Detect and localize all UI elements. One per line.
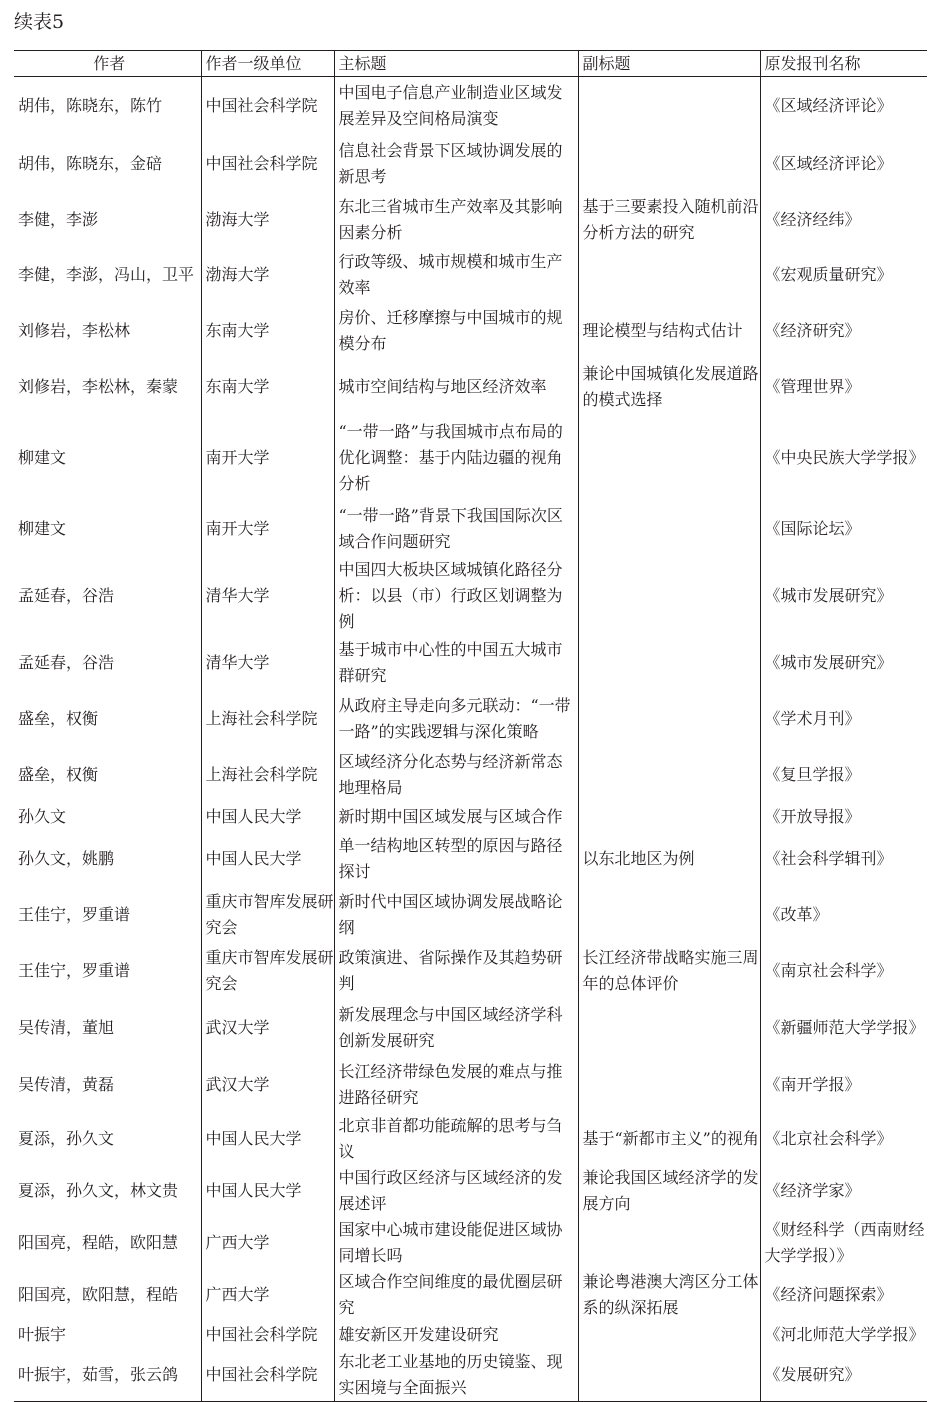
table-row: [14, 193, 927, 247]
cell-unit: 武汉大学: [201, 999, 334, 1057]
cell-unit: 清华大学: [201, 635, 334, 691]
cell-subtitle: 兼论中国城镇化发展道路的模式选择: [578, 359, 760, 415]
cell-unit: 渤海大学: [201, 247, 334, 303]
cell-unit: 清华大学: [201, 557, 334, 635]
cell-authors: 柳建文: [18, 518, 67, 538]
cell-subtitle: [578, 1217, 760, 1269]
cell-subtitle: [578, 635, 760, 691]
cell-subtitle: [578, 1057, 760, 1113]
cell-subtitle: [578, 1321, 760, 1349]
cell-unit: 中国社会科学院: [201, 135, 334, 193]
table-row: [14, 747, 927, 803]
header-subtitle: 副标题: [578, 51, 760, 77]
table-row: [14, 1269, 927, 1321]
cell-unit: 中国人民大学: [201, 1165, 334, 1217]
table-row: [14, 691, 927, 747]
table-row: [14, 943, 927, 999]
header-authors: 作者: [14, 51, 201, 77]
cell-title: 长江经济带绿色发展的难点与推进路径研究: [334, 1057, 578, 1113]
header-title: 主标题: [334, 51, 578, 77]
cell-title: “一带一路”与我国城市点布局的优化调整：基于内陆边疆的视角分析: [334, 415, 578, 501]
cell-subtitle: [578, 77, 760, 135]
cell-journal: 《经济研究》: [760, 303, 927, 359]
cell-journal: 《发展研究》: [760, 1349, 927, 1402]
cell-journal: 《开放导报》: [760, 803, 927, 831]
cell-authors: 李健，李澎，冯山，卫平: [18, 264, 195, 284]
cell-title: 从政府主导走向多元联动：“一带一路”的实践逻辑与深化策略: [334, 691, 578, 747]
table-row: [14, 999, 927, 1057]
cell-authors: 夏添，孙久文: [18, 1128, 115, 1148]
cell-journal: 《城市发展研究》: [760, 557, 927, 635]
cell-subtitle: [578, 557, 760, 635]
cell-authors: 盛垒，权衡: [18, 764, 99, 784]
table-row: [14, 77, 927, 135]
cell-unit: 广西大学: [201, 1269, 334, 1321]
cell-subtitle: [578, 747, 760, 803]
table-row: [14, 1349, 927, 1402]
cell-authors: 吴传清，董旭: [18, 1017, 115, 1037]
table-row: [14, 247, 927, 303]
table-row: [14, 1057, 927, 1113]
cell-authors: 李健，李澎: [18, 209, 99, 229]
cell-journal: 《南京社会科学》: [760, 943, 927, 999]
table-row: [14, 635, 927, 691]
cell-journal: 《新疆师范大学学报》: [760, 999, 927, 1057]
cell-unit: 东南大学: [201, 359, 334, 415]
table-body: [14, 77, 927, 1402]
cell-title: 行政等级、城市规模和城市生产效率: [334, 247, 578, 303]
cell-journal: 《学术月刊》: [760, 691, 927, 747]
cell-title: 信息社会背景下区域协调发展的新思考: [334, 135, 578, 193]
table-row: [14, 1165, 927, 1217]
table-row: [14, 303, 927, 359]
cell-subtitle: [578, 135, 760, 193]
cell-authors: 刘修岩，李松林: [18, 320, 131, 340]
cell-unit: 渤海大学: [201, 193, 334, 247]
header-unit: 作者一级单位: [201, 51, 334, 77]
cell-title: 基于城市中心性的中国五大城市群研究: [334, 635, 578, 691]
table-row: [14, 359, 927, 415]
cell-authors: 阳国亮，程皓，欧阳慧: [18, 1232, 179, 1252]
cell-journal: 《经济问题探索》: [760, 1269, 927, 1321]
cell-unit: 上海社会科学院: [201, 691, 334, 747]
cell-unit: 重庆市智库发展研究会: [201, 887, 334, 943]
table-caption: 续表5: [14, 11, 65, 33]
cell-unit: 东南大学: [201, 303, 334, 359]
cell-subtitle: [578, 501, 760, 557]
cell-unit: 中国社会科学院: [201, 1321, 334, 1349]
cell-unit: 中国社会科学院: [201, 1349, 334, 1402]
header-journal: 原发报刊名称: [760, 51, 927, 77]
cell-authors: 孙久文，姚鹏: [18, 848, 115, 868]
cell-authors: 孟延春，谷浩: [18, 652, 115, 672]
cell-title: “一带一路”背景下我国国际次区域合作问题研究: [334, 501, 578, 557]
cell-journal: 《改革》: [760, 887, 927, 943]
cell-authors: 盛垒，权衡: [18, 708, 99, 728]
cell-title: 区域合作空间维度的最优圈层研究: [334, 1269, 578, 1321]
table-row: [14, 557, 927, 635]
cell-authors: 王佳宁，罗重谱: [18, 960, 131, 980]
cell-unit: 武汉大学: [201, 1057, 334, 1113]
cell-unit: 重庆市智库发展研究会: [201, 943, 334, 999]
cell-title: 新发展理念与中国区域经济学科创新发展研究: [334, 999, 578, 1057]
cell-subtitle: [578, 247, 760, 303]
cell-subtitle: 理论模型与结构式估计: [578, 303, 760, 359]
cell-authors: 柳建文: [18, 447, 67, 467]
cell-authors: 孟延春，谷浩: [18, 585, 115, 605]
cell-authors: 叶振宇，茹雪，张云鸽: [14, 1349, 201, 1402]
table-row: [14, 887, 927, 943]
cell-title: 雄安新区开发建设研究: [334, 1321, 578, 1349]
cell-unit: 上海社会科学院: [201, 747, 334, 803]
cell-unit: 中国人民大学: [201, 831, 334, 887]
cell-title: 新时代中国区域协调发展战略论纲: [334, 887, 578, 943]
cell-unit: 中国人民大学: [201, 803, 334, 831]
cell-title: 政策演进、省际操作及其趋势研判: [334, 943, 578, 999]
cell-subtitle: [578, 887, 760, 943]
cell-title: 国家中心城市建设能促进区域协同增长吗: [334, 1217, 578, 1269]
table-row: [14, 1217, 927, 1269]
cell-journal: 《经济经纬》: [760, 193, 927, 247]
table-row: [14, 1321, 927, 1349]
cell-journal: 《复旦学报》: [760, 747, 927, 803]
cell-journal: 《南开学报》: [760, 1057, 927, 1113]
cell-unit: 中国社会科学院: [201, 77, 334, 135]
cell-authors: 夏添，孙久文，林文贵: [18, 1180, 179, 1200]
cell-journal: 《区域经济评论》: [760, 77, 927, 135]
cell-authors: 王佳宁，罗重谱: [18, 904, 131, 924]
cell-unit: 中国人民大学: [201, 1113, 334, 1165]
cell-unit: 南开大学: [201, 501, 334, 557]
cell-unit: 南开大学: [201, 415, 334, 501]
cell-authors: 胡伟，陈晓东，陈竹: [18, 95, 163, 115]
cell-subtitle: [578, 415, 760, 501]
cell-subtitle: [578, 691, 760, 747]
cell-title: 中国四大板块区域城镇化路径分析：以县（市）行政区划调整为例: [334, 557, 578, 635]
cell-journal: 《北京社会科学》: [760, 1113, 927, 1165]
cell-title: 东北老工业基地的历史镜鉴、现实困境与全面振兴: [334, 1349, 578, 1402]
table-row: [14, 415, 927, 501]
cell-journal: 《国际论坛》: [760, 501, 927, 557]
table-header: [14, 51, 927, 77]
cell-subtitle: 兼论我国区域经济学的发展方向: [578, 1165, 760, 1217]
cell-subtitle: 以东北地区为例: [578, 831, 760, 887]
cell-title: 东北三省城市生产效率及其影响因素分析: [334, 193, 578, 247]
table-row: [14, 501, 927, 557]
cell-subtitle: 长江经济带战略实施三周年的总体评价: [578, 943, 760, 999]
cell-subtitle: [578, 1349, 760, 1402]
cell-title: 城市空间结构与地区经济效率: [334, 359, 578, 415]
cell-subtitle: 基于三要素投入随机前沿分析方法的研究: [578, 193, 760, 247]
cell-authors: 孙久文: [18, 806, 67, 826]
cell-unit: 广西大学: [201, 1217, 334, 1269]
publications-table: [14, 50, 927, 1402]
cell-journal: 《社会科学辑刊》: [760, 831, 927, 887]
cell-title: 房价、迁移摩擦与中国城市的规模分布: [334, 303, 578, 359]
cell-title: 中国电子信息产业制造业区域发展差异及空间格局演变: [334, 77, 578, 135]
cell-title: 区域经济分化态势与经济新常态地理格局: [334, 747, 578, 803]
cell-subtitle: [578, 803, 760, 831]
table-row: [14, 831, 927, 887]
cell-subtitle: 兼论粤港澳大湾区分工体系的纵深拓展: [578, 1269, 760, 1321]
cell-subtitle: [578, 999, 760, 1057]
cell-journal: 《管理世界》: [760, 359, 927, 415]
header-row: [14, 51, 927, 77]
cell-journal: 《区域经济评论》: [760, 135, 927, 193]
cell-authors: 刘修岩，李松林，秦蒙: [18, 376, 179, 396]
cell-subtitle: 基于“新都市主义”的视角: [578, 1113, 760, 1165]
cell-title: 新时期中国区域发展与区域合作: [334, 803, 578, 831]
cell-authors: 阳国亮，欧阳慧，程皓: [18, 1284, 179, 1304]
cell-journal: 《河北师范大学学报》: [760, 1321, 927, 1349]
table-row: [14, 803, 927, 831]
cell-authors: 胡伟，陈晓东，金碚: [18, 153, 163, 173]
table-row: [14, 135, 927, 193]
cell-title: 北京非首都功能疏解的思考与刍议: [334, 1113, 578, 1165]
cell-authors: 叶振宇: [18, 1324, 67, 1344]
cell-journal: 《中央民族大学学报》: [760, 415, 927, 501]
cell-title: 单一结构地区转型的原因与路径探讨: [334, 831, 578, 887]
cell-journal: 《宏观质量研究》: [760, 247, 927, 303]
cell-journal: 《经济学家》: [760, 1165, 927, 1217]
cell-title: 中国行政区经济与区域经济的发展述评: [334, 1165, 578, 1217]
cell-journal: 《城市发展研究》: [760, 635, 927, 691]
cell-authors: 吴传清，黄磊: [18, 1074, 115, 1094]
cell-journal: 《财经科学（西南财经大学学报）》: [760, 1217, 927, 1269]
table-row: [14, 1113, 927, 1165]
